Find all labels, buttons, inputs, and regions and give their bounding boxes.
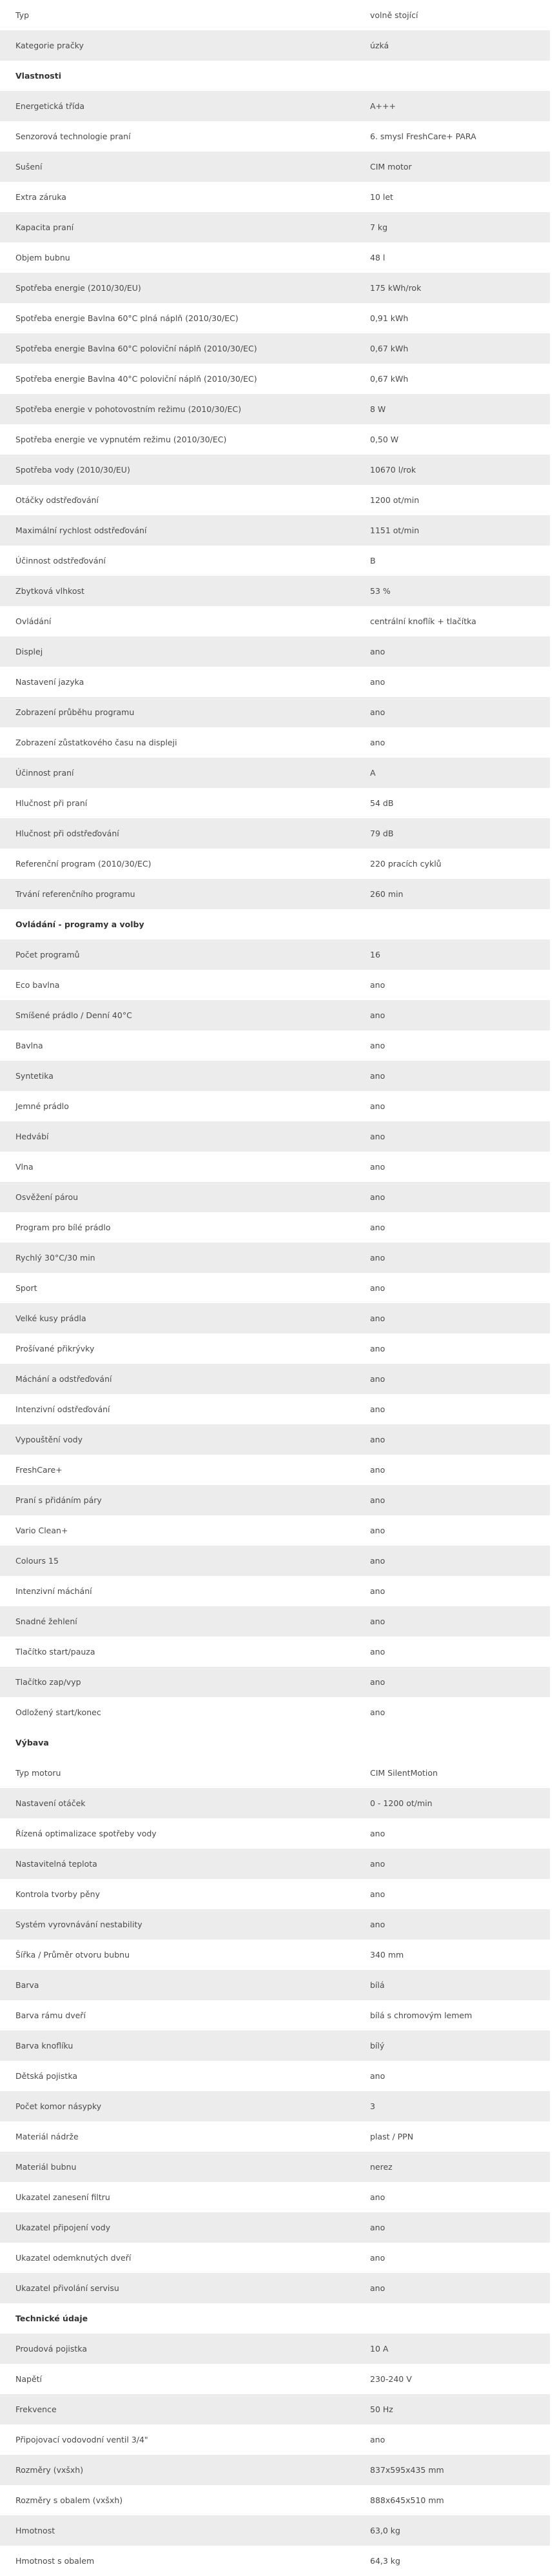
section-title: Technické údaje	[15, 2314, 88, 2323]
spec-row	[0, 849, 550, 879]
spec-row	[0, 212, 550, 242]
spec-row	[0, 303, 550, 333]
spec-row	[0, 1182, 550, 1212]
spec-label: Praní s přidáním páry	[15, 1495, 102, 1505]
spec-label: Kapacita praní	[15, 222, 74, 232]
spec-value: A+++	[370, 101, 396, 111]
spec-label: Jemné prádlo	[15, 1101, 69, 1111]
spec-row	[0, 2030, 550, 2061]
spec-label: Hmotnost	[15, 2526, 55, 2535]
section-header	[0, 61, 550, 91]
spec-value: ano	[370, 1465, 386, 1475]
spec-label: Snadné žehlení	[15, 1617, 77, 1626]
spec-row	[0, 1303, 550, 1333]
spec-label: Sušení	[15, 162, 43, 172]
spec-label: Typ motoru	[15, 1768, 61, 1778]
spec-label: Syntetika	[15, 1071, 54, 1081]
spec-row	[0, 697, 550, 727]
spec-row	[0, 1788, 550, 1818]
spec-label: Vlna	[15, 1162, 34, 1172]
spec-value: 837x595x435 mm	[370, 2465, 444, 2475]
spec-value: ano	[370, 1586, 386, 1596]
spec-label: Proudová pojistka	[15, 2344, 87, 2354]
section-title: Výbava	[15, 1738, 49, 1747]
spec-row	[0, 2243, 550, 2273]
spec-label: Colours 15	[15, 1556, 59, 1566]
spec-label: Kategorie pračky	[15, 41, 84, 50]
spec-value: A	[370, 768, 376, 778]
spec-label: Nastavitelná teplota	[15, 1859, 97, 1869]
spec-label: Trvání referenčního programu	[15, 889, 135, 899]
spec-value: 10 let	[370, 192, 393, 202]
spec-row	[0, 424, 550, 455]
spec-row	[0, 606, 550, 636]
spec-row	[0, 394, 550, 424]
spec-row	[0, 242, 550, 273]
spec-value: 8 W	[370, 404, 386, 414]
spec-row	[0, 1121, 550, 1152]
spec-value: CIM motor	[370, 162, 412, 172]
spec-label: Intenzivní odstřeďování	[15, 1404, 110, 1414]
spec-label: Ukazatel odemknutých dveří	[15, 2253, 132, 2263]
spec-value: 50 Hz	[370, 2404, 393, 2414]
spec-label: Dětská pojistka	[15, 2071, 78, 2081]
spec-value: centrální knoflík + tlačítka	[370, 616, 476, 626]
spec-row	[0, 2182, 550, 2212]
spec-row	[0, 152, 550, 182]
spec-label: Barva knoflíku	[15, 2041, 73, 2050]
spec-label: Řízená optimalizace spotřeby vody	[15, 1829, 157, 1838]
spec-row	[0, 1546, 550, 1576]
spec-row	[0, 1333, 550, 1364]
spec-value: 64,3 kg	[370, 2556, 400, 2566]
spec-row	[0, 1697, 550, 1727]
spec-row	[0, 1091, 550, 1121]
spec-label: Systém vyrovnávání nestability	[15, 1920, 142, 1929]
spec-value: 6. smysl FreshCare+ PARA	[370, 132, 476, 141]
spec-row	[0, 2515, 550, 2546]
spec-row	[0, 1000, 550, 1030]
spec-value: ano	[370, 707, 386, 717]
spec-label: Tlačítko start/pauza	[15, 1647, 95, 1657]
spec-row	[0, 1394, 550, 1424]
spec-value: ano	[370, 1344, 386, 1353]
spec-value: ano	[370, 1647, 386, 1657]
spec-value: bílá s chromovým lemem	[370, 2011, 473, 2020]
spec-label: Barva	[15, 1980, 39, 1990]
spec-value: ano	[370, 1162, 386, 1172]
spec-value: ano	[370, 1071, 386, 1081]
spec-label: Extra záruka	[15, 192, 66, 202]
spec-row	[0, 1940, 550, 1970]
spec-row	[0, 1061, 550, 1091]
spec-row	[0, 818, 550, 849]
spec-value: plast / PPN	[370, 2132, 414, 2141]
spec-label: Nastavení otáček	[15, 1798, 86, 1808]
spec-row	[0, 1637, 550, 1667]
spec-value: ano	[370, 1404, 386, 1414]
spec-label: Připojovací vodovodní ventil 3/4"	[15, 2435, 148, 2444]
spec-row	[0, 1364, 550, 1394]
section-title: Vlastnosti	[15, 71, 61, 81]
spec-value: ano	[370, 1889, 386, 1899]
spec-row	[0, 455, 550, 485]
spec-label: Frekvence	[15, 2404, 57, 2414]
spec-row	[0, 2485, 550, 2515]
spec-label: Spotřeba energie (2010/30/EU)	[15, 283, 141, 293]
spec-value: ano	[370, 2435, 386, 2444]
spec-row	[0, 333, 550, 364]
spec-row	[0, 2000, 550, 2030]
spec-label: Spotřeba energie Bavlna 60°C plná náplň (2010/30/EC)	[15, 313, 239, 323]
spec-value: 79 dB	[370, 829, 394, 838]
spec-value: ano	[370, 1223, 386, 1232]
spec-row	[0, 1909, 550, 1940]
spec-value: nerez	[370, 2162, 393, 2172]
spec-row	[0, 2152, 550, 2182]
spec-row	[0, 1970, 550, 2000]
spec-label: Ukazatel připojení vody	[15, 2223, 111, 2232]
spec-row	[0, 1273, 550, 1303]
spec-value: 1151 ot/min	[370, 526, 420, 535]
spec-label: Spotřeba vody (2010/30/EU)	[15, 465, 130, 475]
spec-label: Eco bavlna	[15, 980, 60, 990]
spec-value: ano	[370, 1313, 386, 1323]
spec-label: Program pro bílé prádlo	[15, 1223, 111, 1232]
spec-label: Materiál nádrže	[15, 2132, 79, 2141]
spec-row	[0, 273, 550, 303]
spec-row	[0, 1485, 550, 1515]
spec-label: Spotřeba energie ve vypnutém režimu (2010/30/EC)	[15, 435, 227, 444]
spec-label: Osvěžení párou	[15, 1192, 79, 1202]
spec-value: ano	[370, 1707, 386, 1717]
spec-row	[0, 2121, 550, 2152]
spec-value: volně stojící	[370, 10, 418, 20]
spec-label: Rychlý 30°C/30 min	[15, 1253, 95, 1263]
spec-label: Vypouštění vody	[15, 1435, 83, 1444]
spec-label: Hlučnost při praní	[15, 798, 88, 808]
spec-value: bílý	[370, 2041, 385, 2050]
spec-row	[0, 1879, 550, 1909]
spec-value: ano	[370, 1010, 386, 1020]
section-header	[0, 1727, 550, 1758]
spec-label: Objem bubnu	[15, 253, 70, 262]
spec-row	[0, 2061, 550, 2091]
spec-label: Maximální rychlost odstřeďování	[15, 526, 147, 535]
spec-value: 230-240 V	[370, 2374, 412, 2384]
spec-label: Bavlna	[15, 1041, 43, 1050]
spec-row	[0, 1455, 550, 1485]
spec-value: ano	[370, 1829, 386, 1838]
spec-label: Tlačítko zap/vyp	[15, 1677, 81, 1687]
spec-value: ano	[370, 1192, 386, 1202]
spec-label: Sport	[15, 1283, 37, 1293]
spec-label: Intenzivní máchání	[15, 1586, 92, 1596]
spec-label: Nastavení jazyka	[15, 677, 84, 687]
spec-value: 48 l	[370, 253, 386, 262]
spec-row	[0, 939, 550, 970]
spec-row	[0, 576, 550, 606]
spec-value: 0,50 W	[370, 435, 399, 444]
spec-label: Typ	[15, 10, 30, 20]
spec-row	[0, 485, 550, 515]
spec-value: ano	[370, 1374, 386, 1384]
spec-value: 63,0 kg	[370, 2526, 400, 2535]
spec-row	[0, 1243, 550, 1273]
spec-label: Ovládání	[15, 616, 52, 626]
spec-label: Smíšené prádlo / Denní 40°C	[15, 1010, 132, 1020]
spec-label: Displej	[15, 647, 43, 656]
spec-row	[0, 121, 550, 152]
spec-label: Prošívané přikrývky	[15, 1344, 95, 1353]
spec-row	[0, 1576, 550, 1606]
spec-value: 10 A	[370, 2344, 389, 2354]
spec-label: Energetická třída	[15, 101, 85, 111]
spec-label: Vario Clean+	[15, 1526, 68, 1535]
spec-value: 54 dB	[370, 798, 394, 808]
spec-value: ano	[370, 1101, 386, 1111]
spec-value: ano	[370, 1556, 386, 1566]
spec-label: Spotřeba energie Bavlna 40°C poloviční náplň (2010/30/EC)	[15, 374, 257, 384]
spec-row	[0, 30, 550, 61]
spec-label: Ukazatel zanesení filtru	[15, 2192, 110, 2202]
spec-value: ano	[370, 647, 386, 656]
spec-row	[0, 515, 550, 546]
spec-row	[0, 1667, 550, 1697]
spec-value: 53 %	[370, 586, 391, 596]
spec-label: Spotřeba energie Bavlna 60°C poloviční náplň (2010/30/EC)	[15, 344, 257, 353]
spec-label: Referenční program (2010/30/EC)	[15, 859, 151, 869]
spec-value: 1200 ot/min	[370, 495, 420, 505]
spec-row	[0, 1424, 550, 1455]
spec-row	[0, 667, 550, 697]
spec-row	[0, 970, 550, 1000]
spec-row	[0, 2091, 550, 2121]
spec-label: Rozměry s obalem (vxšxh)	[15, 2495, 123, 2505]
section-header	[0, 909, 550, 939]
spec-label: Barva rámu dveří	[15, 2011, 86, 2020]
spec-value: CIM SilentMotion	[370, 1768, 438, 1778]
spec-row	[0, 2455, 550, 2485]
spec-label: Rozměry (vxšxh)	[15, 2465, 84, 2475]
spec-value: ano	[370, 1283, 386, 1293]
spec-row	[0, 2546, 550, 2576]
spec-value: úzká	[370, 41, 389, 50]
spec-label: Hlučnost při odstřeďování	[15, 829, 119, 838]
spec-label: Účinnost odstřeďování	[15, 556, 106, 565]
spec-value: 175 kWh/rok	[370, 283, 422, 293]
spec-value: B	[370, 556, 376, 565]
spec-value: ano	[370, 1435, 386, 1444]
spec-row	[0, 91, 550, 121]
spec-value: 16	[370, 950, 380, 959]
spec-row	[0, 1849, 550, 1879]
spec-label: Ukazatel přivolání servisu	[15, 2283, 119, 2293]
spec-value: ano	[370, 677, 386, 687]
spec-label: Účinnost praní	[15, 768, 74, 778]
section-title: Ovládání - programy a volby	[15, 919, 144, 929]
spec-label: Zobrazení zůstatkového času na displeji	[15, 738, 177, 747]
spec-value: ano	[370, 980, 386, 990]
spec-label: Otáčky odstřeďování	[15, 495, 99, 505]
spec-row	[0, 2212, 550, 2243]
spec-row	[0, 1606, 550, 1637]
spec-value: 888x645x510 mm	[370, 2495, 444, 2505]
spec-row	[0, 1818, 550, 1849]
spec-label: Počet programů	[15, 950, 80, 959]
spec-value: 0 - 1200 ot/min	[370, 1798, 433, 1808]
spec-label: Hedvábí	[15, 1132, 49, 1141]
spec-label: Napětí	[15, 2374, 43, 2384]
spec-value: ano	[370, 1677, 386, 1687]
spec-value: 0,67 kWh	[370, 374, 409, 384]
spec-value: ano	[370, 738, 386, 747]
spec-label: Spotřeba energie v pohotovostním režimu (2010/30/EC)	[15, 404, 242, 414]
spec-row	[0, 1212, 550, 1243]
spec-label: Šířka / Průměr otvoru bubnu	[15, 1950, 130, 1960]
spec-label: Máchání a odstřeďování	[15, 1374, 112, 1384]
spec-label: FreshCare+	[15, 1465, 63, 1475]
spec-row	[0, 1152, 550, 1182]
spec-label: Zbytková vlhkost	[15, 586, 84, 596]
spec-value: ano	[370, 1041, 386, 1050]
spec-value: ano	[370, 2283, 386, 2293]
spec-label: Materiál bubnu	[15, 2162, 77, 2172]
spec-row	[0, 2394, 550, 2424]
spec-value: ano	[370, 1526, 386, 1535]
spec-value: 0,91 kWh	[370, 313, 409, 323]
spec-value: bílá	[370, 1980, 385, 1990]
spec-value: 340 mm	[370, 1950, 404, 1960]
spec-row	[0, 0, 550, 30]
spec-value: ano	[370, 1920, 386, 1929]
spec-row	[0, 879, 550, 909]
spec-row	[0, 727, 550, 758]
spec-row	[0, 546, 550, 576]
spec-value: ano	[370, 2223, 386, 2232]
spec-value: 10670 l/rok	[370, 465, 416, 475]
spec-label: Senzorová technologie praní	[15, 132, 131, 141]
spec-value: ano	[370, 1617, 386, 1626]
spec-label: Velké kusy prádla	[15, 1313, 86, 1323]
spec-row	[0, 2273, 550, 2303]
spec-row	[0, 2334, 550, 2364]
spec-label: Odložený start/konec	[15, 1707, 101, 1717]
spec-value: ano	[370, 1253, 386, 1263]
spec-row	[0, 1030, 550, 1061]
spec-row	[0, 1515, 550, 1546]
spec-label: Hmotnost s obalem	[15, 2556, 95, 2566]
spec-value: 0,67 kWh	[370, 344, 409, 353]
spec-row	[0, 1758, 550, 1788]
spec-row	[0, 758, 550, 788]
spec-value: ano	[370, 1495, 386, 1505]
spec-label: Kontrola tvorby pěny	[15, 1889, 100, 1899]
spec-value: 220 pracích cyklů	[370, 859, 442, 869]
spec-row	[0, 788, 550, 818]
spec-label: Počet komor násypky	[15, 2101, 102, 2111]
spec-value: ano	[370, 1132, 386, 1141]
spec-label: Zobrazení průběhu programu	[15, 707, 135, 717]
spec-row	[0, 636, 550, 667]
spec-value: ano	[370, 2192, 386, 2202]
spec-row	[0, 2424, 550, 2455]
spec-value: 3	[370, 2101, 375, 2111]
section-header	[0, 2303, 550, 2334]
spec-value: 260 min	[370, 889, 404, 899]
spec-value: ano	[370, 1859, 386, 1869]
spec-row	[0, 182, 550, 212]
spec-row	[0, 364, 550, 394]
spec-value: 7 kg	[370, 222, 388, 232]
spec-value: ano	[370, 2071, 386, 2081]
spec-row	[0, 2364, 550, 2394]
spec-value: ano	[370, 2253, 386, 2263]
